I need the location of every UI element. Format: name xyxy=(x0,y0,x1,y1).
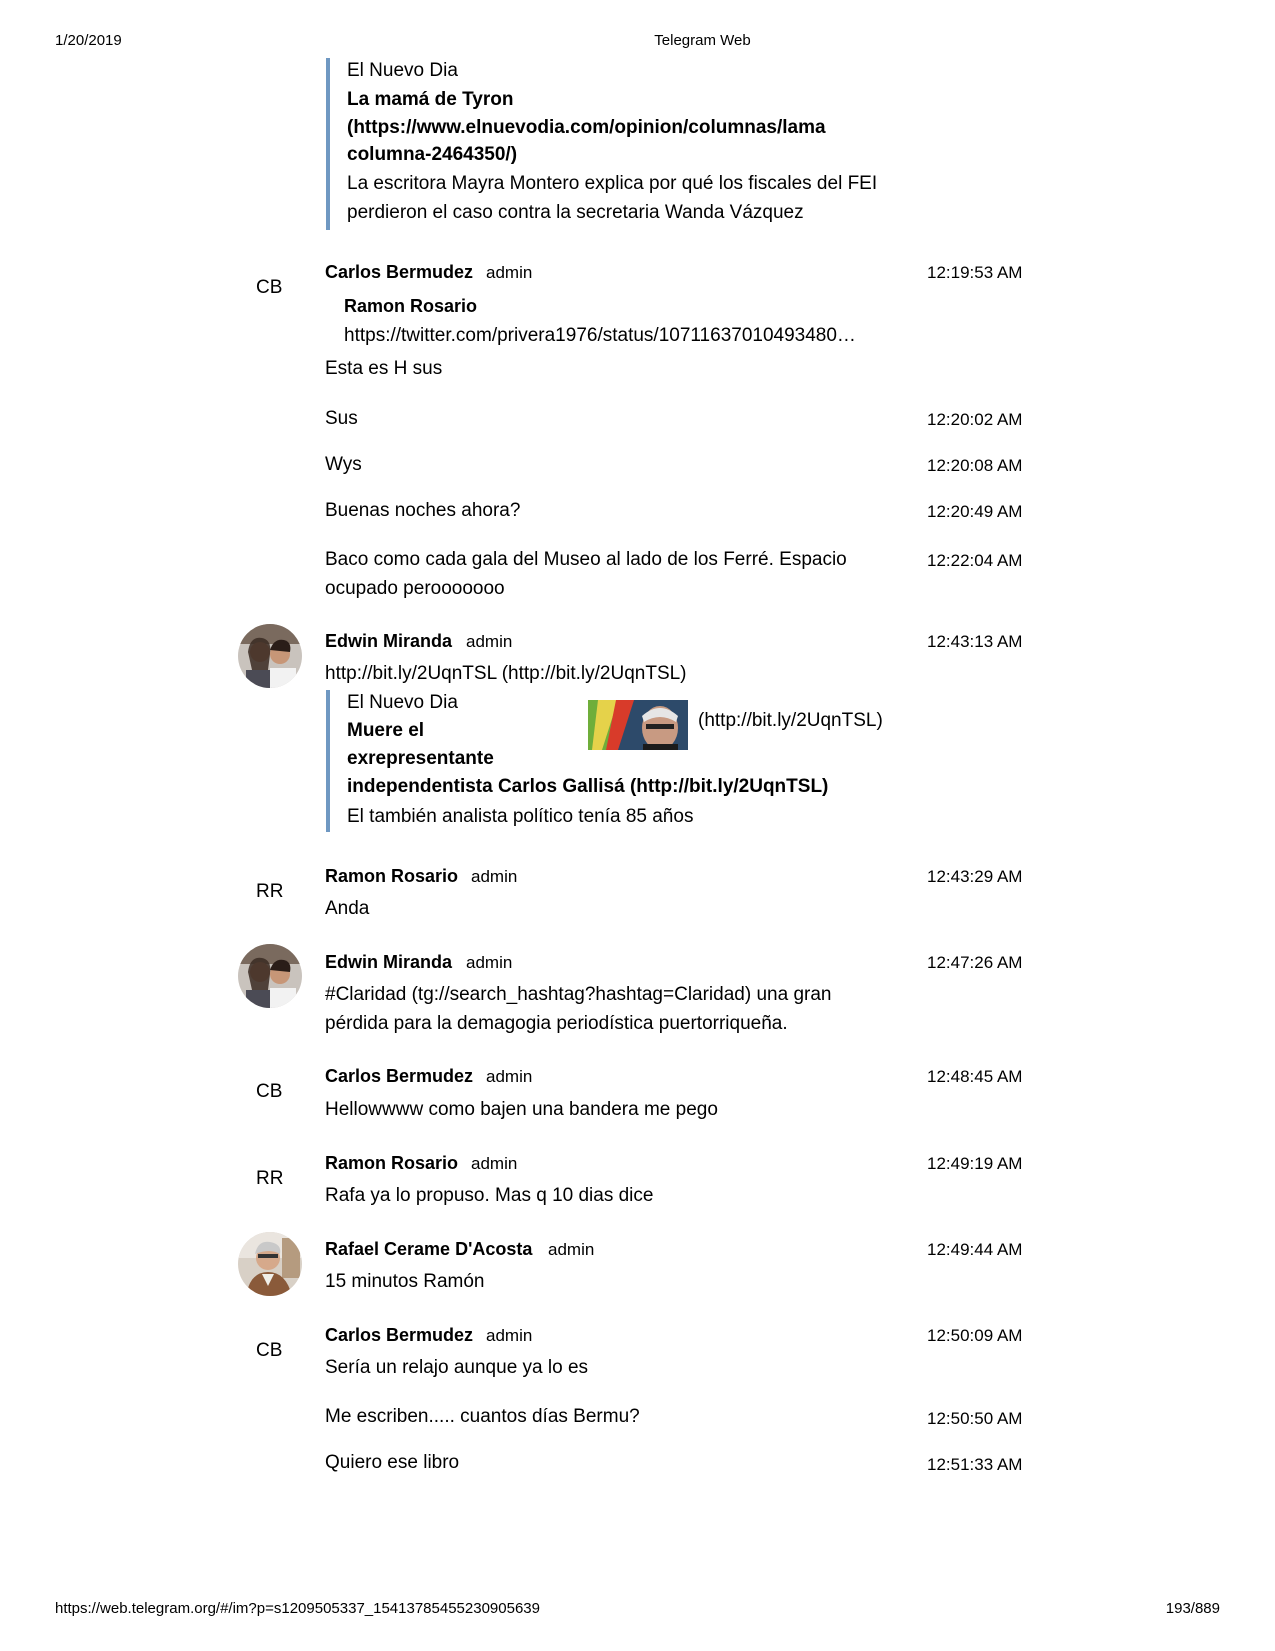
link-preview-thumb-link[interactable]: (http://bit.ly/2UqnTSL) xyxy=(698,710,883,731)
avatar-photo-icon xyxy=(238,624,302,688)
news-photo-icon xyxy=(588,700,688,750)
message-text: 15 minutos Ramón xyxy=(325,1271,485,1292)
avatar-initials[interactable]: CB xyxy=(256,277,283,298)
message-time: 12:22:04 AM xyxy=(927,551,1023,570)
message-text: Sería un relajo aunque ya lo es xyxy=(325,1357,589,1378)
message-text: Buenas noches ahora? xyxy=(325,500,521,521)
message-text: Anda xyxy=(325,898,370,919)
message-text: Sus xyxy=(325,408,358,429)
message-text: Hellowwww como bajen una bandera me pego xyxy=(325,1099,718,1120)
print-title: Telegram Web xyxy=(654,32,751,49)
message-time: 12:49:44 AM xyxy=(927,1240,1023,1259)
author-name[interactable]: Carlos Bermudez xyxy=(325,1066,474,1086)
message-link[interactable]: http://bit.ly/2UqnTSL (http://bit.ly/2UqnTSL) xyxy=(325,663,687,684)
link-preview-title[interactable]: independentista Carlos Gallisá (http://bit.ly/2UqnTSL) xyxy=(347,776,829,797)
message-time: 12:43:29 AM xyxy=(927,867,1023,886)
message-text: Esta es H sus xyxy=(325,358,443,379)
admin-badge: admin xyxy=(486,263,533,282)
forwarded-author[interactable]: Ramon Rosario xyxy=(344,296,478,316)
admin-badge: admin xyxy=(466,632,513,651)
author-name[interactable]: Carlos Bermudez xyxy=(325,1325,474,1345)
message-time: 12:20:49 AM xyxy=(927,502,1023,521)
avatar-initials[interactable]: CB xyxy=(256,1081,283,1102)
author-name[interactable]: Edwin Miranda xyxy=(325,952,453,972)
avatar[interactable] xyxy=(238,624,302,688)
print-date: 1/20/2019 xyxy=(55,32,122,49)
avatar-initials[interactable]: RR xyxy=(256,1168,284,1189)
link-preview-thumbnail[interactable] xyxy=(588,700,688,750)
message-time: 12:43:13 AM xyxy=(927,632,1023,651)
admin-badge: admin xyxy=(471,867,518,886)
avatar[interactable] xyxy=(238,1232,302,1296)
message-text: Me escriben..... cuantos días Bermu? xyxy=(325,1406,640,1427)
author-name[interactable]: Edwin Miranda xyxy=(325,631,453,651)
message-time: 12:20:02 AM xyxy=(927,410,1023,429)
avatar-photo-icon xyxy=(238,944,302,1008)
link-preview-title[interactable]: columna-2464350/) xyxy=(347,144,518,165)
author-name[interactable]: Carlos Bermudez xyxy=(325,262,474,282)
message-text: #Claridad (tg://search_hashtag?hashtag=Claridad) una gran xyxy=(325,984,832,1005)
message-time: 12:49:19 AM xyxy=(927,1154,1023,1173)
message-text: Quiero ese libro xyxy=(325,1452,460,1473)
link-preview-source: El Nuevo Dia xyxy=(347,692,458,713)
message-time: 12:47:26 AM xyxy=(927,953,1023,972)
avatar-photo-icon xyxy=(238,1232,302,1296)
author-name[interactable]: Ramon Rosario xyxy=(325,1153,459,1173)
message-text: Wys xyxy=(325,454,362,475)
message-time: 12:19:53 AM xyxy=(927,263,1023,282)
admin-badge: admin xyxy=(486,1326,533,1345)
link-preview-title[interactable]: La mamá de Tyron xyxy=(347,89,514,110)
admin-badge: admin xyxy=(548,1240,595,1259)
quote-bar xyxy=(326,690,330,832)
message-text: ocupado perooooooo xyxy=(325,578,505,599)
avatar[interactable] xyxy=(238,944,302,1008)
print-page-number: 193/889 xyxy=(1165,1600,1220,1617)
author-name[interactable]: Rafael Cerame D'Acosta xyxy=(325,1239,533,1259)
link-preview-description: perdieron el caso contra la secretaria Wanda Vázquez xyxy=(347,202,804,223)
message-time: 12:48:45 AM xyxy=(927,1067,1023,1086)
link-preview-title[interactable]: Muere el xyxy=(347,720,425,741)
link-preview-title[interactable]: exrepresentante xyxy=(347,748,494,769)
link-preview-source: El Nuevo Dia xyxy=(347,60,458,81)
print-url: https://web.telegram.org/#/im?p=s1209505337_15413785455230905639 xyxy=(55,1600,540,1617)
message-time: 12:51:33 AM xyxy=(927,1455,1023,1474)
quote-bar xyxy=(326,58,330,230)
message-time: 12:50:09 AM xyxy=(927,1326,1023,1345)
message-text: pérdida para la demagogia periodística puertorriqueña. xyxy=(325,1013,788,1034)
forwarded-text[interactable]: https://twitter.com/privera1976/status/10711637010493480… xyxy=(344,325,856,346)
link-preview-title[interactable]: (https://www.elnuevodia.com/opinion/columnas/lama xyxy=(347,117,826,138)
admin-badge: admin xyxy=(471,1154,518,1173)
message-text: Baco como cada gala del Museo al lado de los Ferré. Espacio xyxy=(325,549,847,570)
link-preview-description: El también analista político tenía 85 años xyxy=(347,806,694,827)
message-time: 12:20:08 AM xyxy=(927,456,1023,475)
avatar-initials[interactable]: RR xyxy=(256,881,284,902)
avatar-initials[interactable]: CB xyxy=(256,1340,283,1361)
message-text: Rafa ya lo propuso. Mas q 10 dias dice xyxy=(325,1185,654,1206)
message-time: 12:50:50 AM xyxy=(927,1409,1023,1428)
author-name[interactable]: Ramon Rosario xyxy=(325,866,459,886)
link-preview-description: La escritora Mayra Montero explica por qué los fiscales del FEI xyxy=(347,173,878,194)
admin-badge: admin xyxy=(486,1067,533,1086)
admin-badge: admin xyxy=(466,953,513,972)
